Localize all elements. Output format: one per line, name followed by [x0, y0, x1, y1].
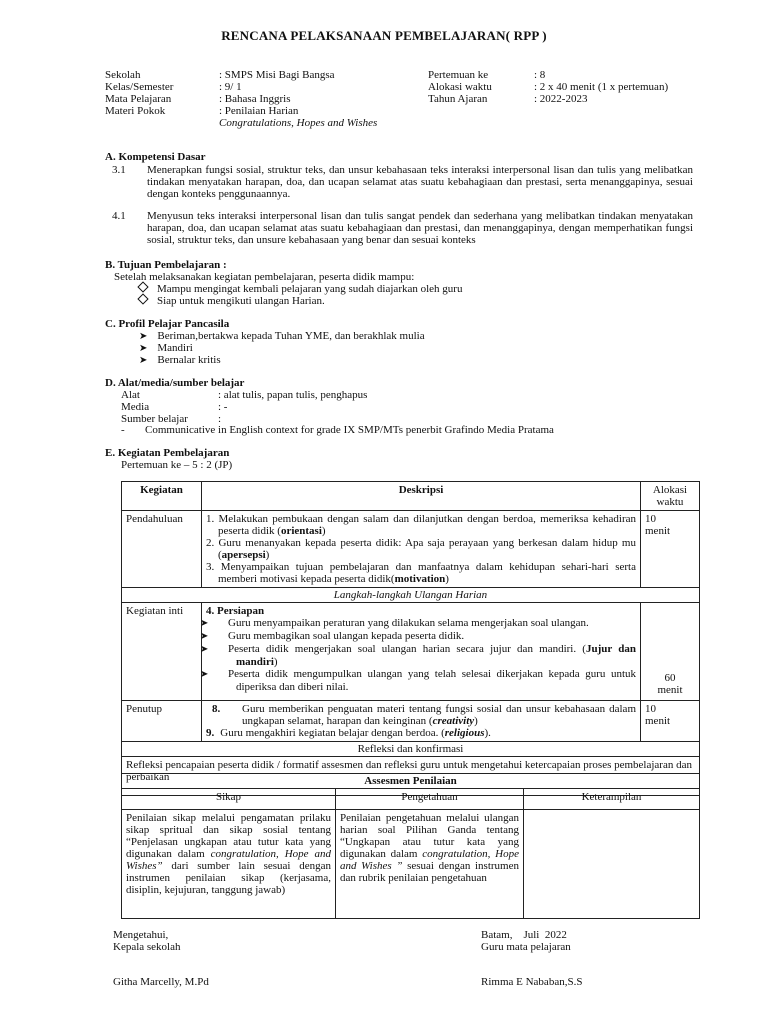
step-text: Guru membagikan soal ulangan kepada peserta didik.: [228, 630, 465, 642]
step-item: [206, 561, 636, 585]
step-tag: orientasi: [280, 525, 322, 537]
time-value: 10: [645, 513, 656, 525]
time-allocation: [641, 701, 700, 742]
step-item: [206, 703, 636, 727]
section-b-heading: B. Tujuan Pembelajaran :: [105, 259, 227, 271]
info-label: Alokasi waktu: [428, 81, 492, 93]
info-row: [105, 93, 405, 105]
time-unit: menit: [645, 715, 671, 727]
header-kegiatan: Kegiatan: [122, 482, 202, 511]
info-label: Materi Pokok: [105, 105, 166, 117]
step-item: [206, 727, 636, 739]
time-allocation: [641, 603, 700, 701]
tools-value: : -: [218, 401, 228, 413]
kd-number: 4.1: [112, 210, 126, 222]
arrow-bullet-icon: ➤: [139, 343, 148, 354]
step-tag: apersepsi: [221, 549, 266, 561]
time-unit: menit: [645, 525, 671, 537]
info-label: Tahun Ajaran: [428, 93, 488, 105]
info-label: Pertemuan ke: [428, 69, 489, 81]
step-text: 2. Guru menanyakan kepada peserta didik: Apa saja perayaan yang berkesan dalam hidup mu (: [206, 537, 636, 561]
step-item: ➤ Peserta didik mengerjakan soal ulangan harian secara jujur dan mandiri. (Jujur dan mandiri): [200, 643, 636, 668]
section-b-intro: Setelah melaksanakan kegiatan pembelajaran, peserta didik mampu:: [114, 271, 415, 283]
arrow-bullet-icon: ➤: [139, 355, 148, 366]
signature-left: [113, 929, 181, 953]
section-a-heading: A. Kompetensi Dasar: [105, 151, 206, 163]
info-value: : Bahasa Inggris: [219, 93, 291, 105]
time-value: 10: [645, 703, 656, 715]
diamond-bullet-icon: [137, 293, 148, 304]
sikap-text: Penilaian sikap melalui pengamatan prilaku sikap spritual dan sikap sosial tentang “Penjelasan ungkapan atau tutur kata yang digunakan dalam: [126, 812, 331, 860]
info-row: [105, 81, 405, 93]
kd-text: Menerapkan fungsi sosial, struktur teks, dan unsur kebahasaan teks interaksi interpersonal lisan dan tulis yang melibatkan tindakan menyatakan harapan, doa, dan ucapan selamat atas suatu kebahagiaan dan prestasi, serta menanggapinya, sesuai dengan konteks penggunaannya.: [147, 164, 693, 200]
profile-text: Beriman,bertakwa kepada Tuhan YME, dan berakhlak mulia: [157, 330, 425, 342]
keterampilan-cell: [524, 810, 700, 919]
info-label: Kelas/Semester: [105, 81, 174, 93]
document-title: RENCANA PELAKSANAAN PEMBELAJARAN( RPP ): [221, 28, 547, 43]
info-value: : Penilaian Harian: [219, 105, 299, 117]
time-allocation: [641, 511, 700, 588]
step-tag: motivation: [394, 573, 446, 585]
step-close: ): [321, 525, 326, 537]
info-row: [105, 69, 405, 81]
step-item: [206, 513, 636, 537]
info-value: : 8: [534, 69, 546, 81]
profile-text: Mandiri: [157, 342, 193, 354]
step-close: ): [474, 715, 478, 727]
step-close: ).: [484, 727, 491, 739]
assessment-heading: Assesmen Penilaian: [122, 774, 700, 789]
sikap-italic: congratulation, Hope and Wishes”: [126, 848, 332, 872]
profile-item: [139, 354, 221, 367]
activity-label: Kegiatan inti: [122, 603, 202, 701]
objective-text: Siap untuk mengikuti ulangan Harian.: [157, 295, 325, 307]
kd-number: 3.1: [112, 164, 126, 176]
activity-description: [202, 701, 641, 742]
table-row: [122, 774, 700, 789]
tools-list: [121, 389, 621, 425]
info-label: Mata Pelajaran: [105, 93, 172, 105]
activity-description: [202, 511, 641, 588]
pengetahuan-text-rest: sesuai dengan instrumen dan rubrik penilaian pengetahuan: [340, 860, 519, 884]
step-text: Guru memberikan penguatan materi tentang fungsi sosial dan unsur kebahasaan dalam ungkapan selamat, harapan dan keinginan (: [242, 703, 636, 727]
diamond-bullet-icon: [137, 281, 148, 292]
step-tag: creativity: [432, 715, 475, 727]
tools-row: [121, 401, 621, 413]
materi-subtitle: Congratulations, Hopes and Wishes: [219, 117, 378, 129]
section-e-heading: E. Kegiatan Pembelajaran: [105, 447, 230, 459]
arrow-bullet-icon: ➤: [139, 331, 148, 342]
tools-label: Sumber belajar: [121, 413, 188, 425]
activity-label: Pendahuluan: [122, 511, 202, 588]
table-row: [122, 742, 700, 757]
time-unit: menit: [657, 684, 683, 696]
tools-value: :: [218, 413, 222, 425]
info-value: : 2 x 40 menit (1 x pertemuan): [534, 81, 669, 93]
objective-item: [139, 295, 325, 307]
table-row: [122, 810, 700, 919]
activities-table: [121, 481, 700, 796]
table-header-row: [122, 789, 700, 810]
step-close: ): [445, 573, 449, 585]
kd-item: [112, 164, 693, 200]
step-text: 3. Menyampaikan tujuan pembelajaran dan manfaatnya dalam kehidupan sehari-hari serta memberi motivasi kepada peserta didik(: [206, 561, 636, 585]
table-row: [122, 511, 700, 588]
step-text: Guru mengakhiri kegiatan belajar dengan berdoa. (: [220, 727, 445, 739]
kd-text: Menyusun teks interaksi interpersonal lisan dan tulis sangat pendek dan sederhana yang melibatkan tindakan menyatakan harapan, doa, dan ucapan selamat atas suatu kebahagiaan dan prestasi, dan menanggapinya, dengan memperhatikan fungsi sosial, struktur teks, dan unsure kebahasaan yang benar dan sesuai konteks: [147, 210, 693, 246]
info-left: [105, 69, 405, 129]
step-item: [206, 537, 636, 561]
source-text: Communicative in English context for grade IX SMP/MTs penerbit Grafindo Media Pratama: [145, 424, 554, 436]
pengetahuan-cell: [336, 810, 524, 919]
step-item: ➤ Guru menyampaikan peraturan yang dilakukan selama mengerjakan soal ulangan.: [200, 617, 589, 629]
activity-label: Penutup: [122, 701, 202, 742]
header-deskripsi: Deskripsi: [202, 482, 641, 511]
signature-left-name: Githa Marcelly, M.Pd: [113, 976, 209, 988]
header-alokasi: Alokasi waktu: [641, 482, 700, 511]
table-row: [122, 603, 700, 701]
col-pengetahuan: Pengetahuan: [336, 789, 524, 810]
tools-value: : alat tulis, papan tulis, penghapus: [218, 389, 368, 401]
refleksi-heading: Refleksi dan konfirmasi: [122, 742, 700, 757]
profile-text: Bernalar kritis: [157, 354, 221, 366]
tools-row: [121, 389, 621, 401]
info-value: : SMPS Misi Bagi Bangsa: [219, 69, 335, 81]
step-text: Peserta didik mengerjakan soal ulangan harian secara jujur dan mandiri. (: [228, 643, 586, 655]
table-row: [122, 701, 700, 742]
step-item: ➤ Guru membagikan soal ulangan kepada peserta didik.: [200, 630, 465, 642]
source-item: [121, 424, 554, 436]
step-text: Guru menyampaikan peraturan yang dilakukan selama mengerjakan soal ulangan.: [228, 617, 589, 629]
step-tag: religious: [444, 727, 485, 739]
signature-left-line1: Mengetahui,: [113, 929, 169, 941]
activity-description: [202, 603, 641, 701]
info-right: [428, 69, 728, 105]
step-text: 1. Melakukan pembukaan dengan salam dan dilanjutkan dengan berdoa, memeriksa kehadiran peserta didik (: [206, 513, 636, 537]
objective-item: [139, 283, 462, 295]
col-keterampilan: Keterampilan: [524, 789, 700, 810]
info-row: [428, 81, 728, 93]
step-close: ): [265, 549, 270, 561]
step-item: ➤ Peserta didik mengumpulkan ulangan yang telah selesai dikerjakan kepada guru untuk diperiksa dan diberi nilai.: [200, 668, 636, 693]
langkah-heading: Langkah-langkah Ulangan Harian: [122, 588, 700, 603]
signature-right: [481, 929, 571, 953]
kd-item: [112, 210, 693, 246]
source-dash: -: [121, 424, 125, 436]
objective-text: Mampu mengingat kembali pelajaran yang sudah diajarkan oleh guru: [157, 283, 463, 295]
step-number: 8.: [212, 703, 221, 715]
refleksi-text: Refleksi pencapaian peserta didik / formatif assesmen dan refleksi guru untuk mengetahui ketercapaian proses pembelajaran dan perbaikan: [122, 757, 700, 796]
step-close: ): [273, 656, 278, 668]
signature-right-name: Rimma E Nababan,S.S: [481, 976, 583, 988]
col-sikap: Sikap: [122, 789, 336, 810]
table-header-row: [122, 482, 700, 511]
assessment-table: [121, 773, 700, 919]
info-row: [428, 93, 728, 105]
step-tag: Jujur dan mandiri: [236, 643, 636, 668]
sikap-text-rest: dari sumber lain sesuai dengan instrumen penilaian sikap (kerjasama, disiplin, kejujuran, tanggung jawab): [126, 860, 331, 896]
step-text: Peserta didik mengumpulkan ulangan yang telah selesai dikerjakan kepada guru untuk diperiksa dan diberi nilai.: [228, 668, 636, 693]
tools-label: Media: [121, 401, 150, 413]
signature-right-line1: Batam, Juli 2022: [481, 929, 567, 941]
persiapan-heading: 4. Persiapan: [206, 605, 265, 617]
sikap-cell: [122, 810, 336, 919]
info-row: [105, 105, 405, 117]
table-row: [122, 588, 700, 603]
pengetahuan-italic: congratulation, Hope and Wishes ”: [340, 848, 520, 872]
info-label: Sekolah: [105, 69, 141, 81]
section-c-heading: C. Profil Pelajar Pancasila: [105, 318, 230, 330]
info-value: : 9/ 1: [219, 81, 242, 93]
time-value: 60: [664, 672, 676, 684]
signature-left-line2: Kepala sekolah: [113, 941, 181, 953]
signature-right-line2: Guru mata pelajaran: [481, 941, 571, 953]
section-d-heading: D. Alat/media/sumber belajar: [105, 377, 245, 389]
info-row: [428, 69, 728, 81]
tools-label: Alat: [121, 389, 140, 401]
meeting-info: Pertemuan ke – 5 : 2 (JP): [121, 459, 233, 471]
pengetahuan-text: Penilaian pengetahuan melalui ulangan harian soal Pilihan Ganda tentang “Ungkapan atau tutur kata yang digunakan dalam: [340, 812, 519, 860]
info-value: : 2022-2023: [534, 93, 588, 105]
step-number: 9.: [206, 727, 215, 739]
